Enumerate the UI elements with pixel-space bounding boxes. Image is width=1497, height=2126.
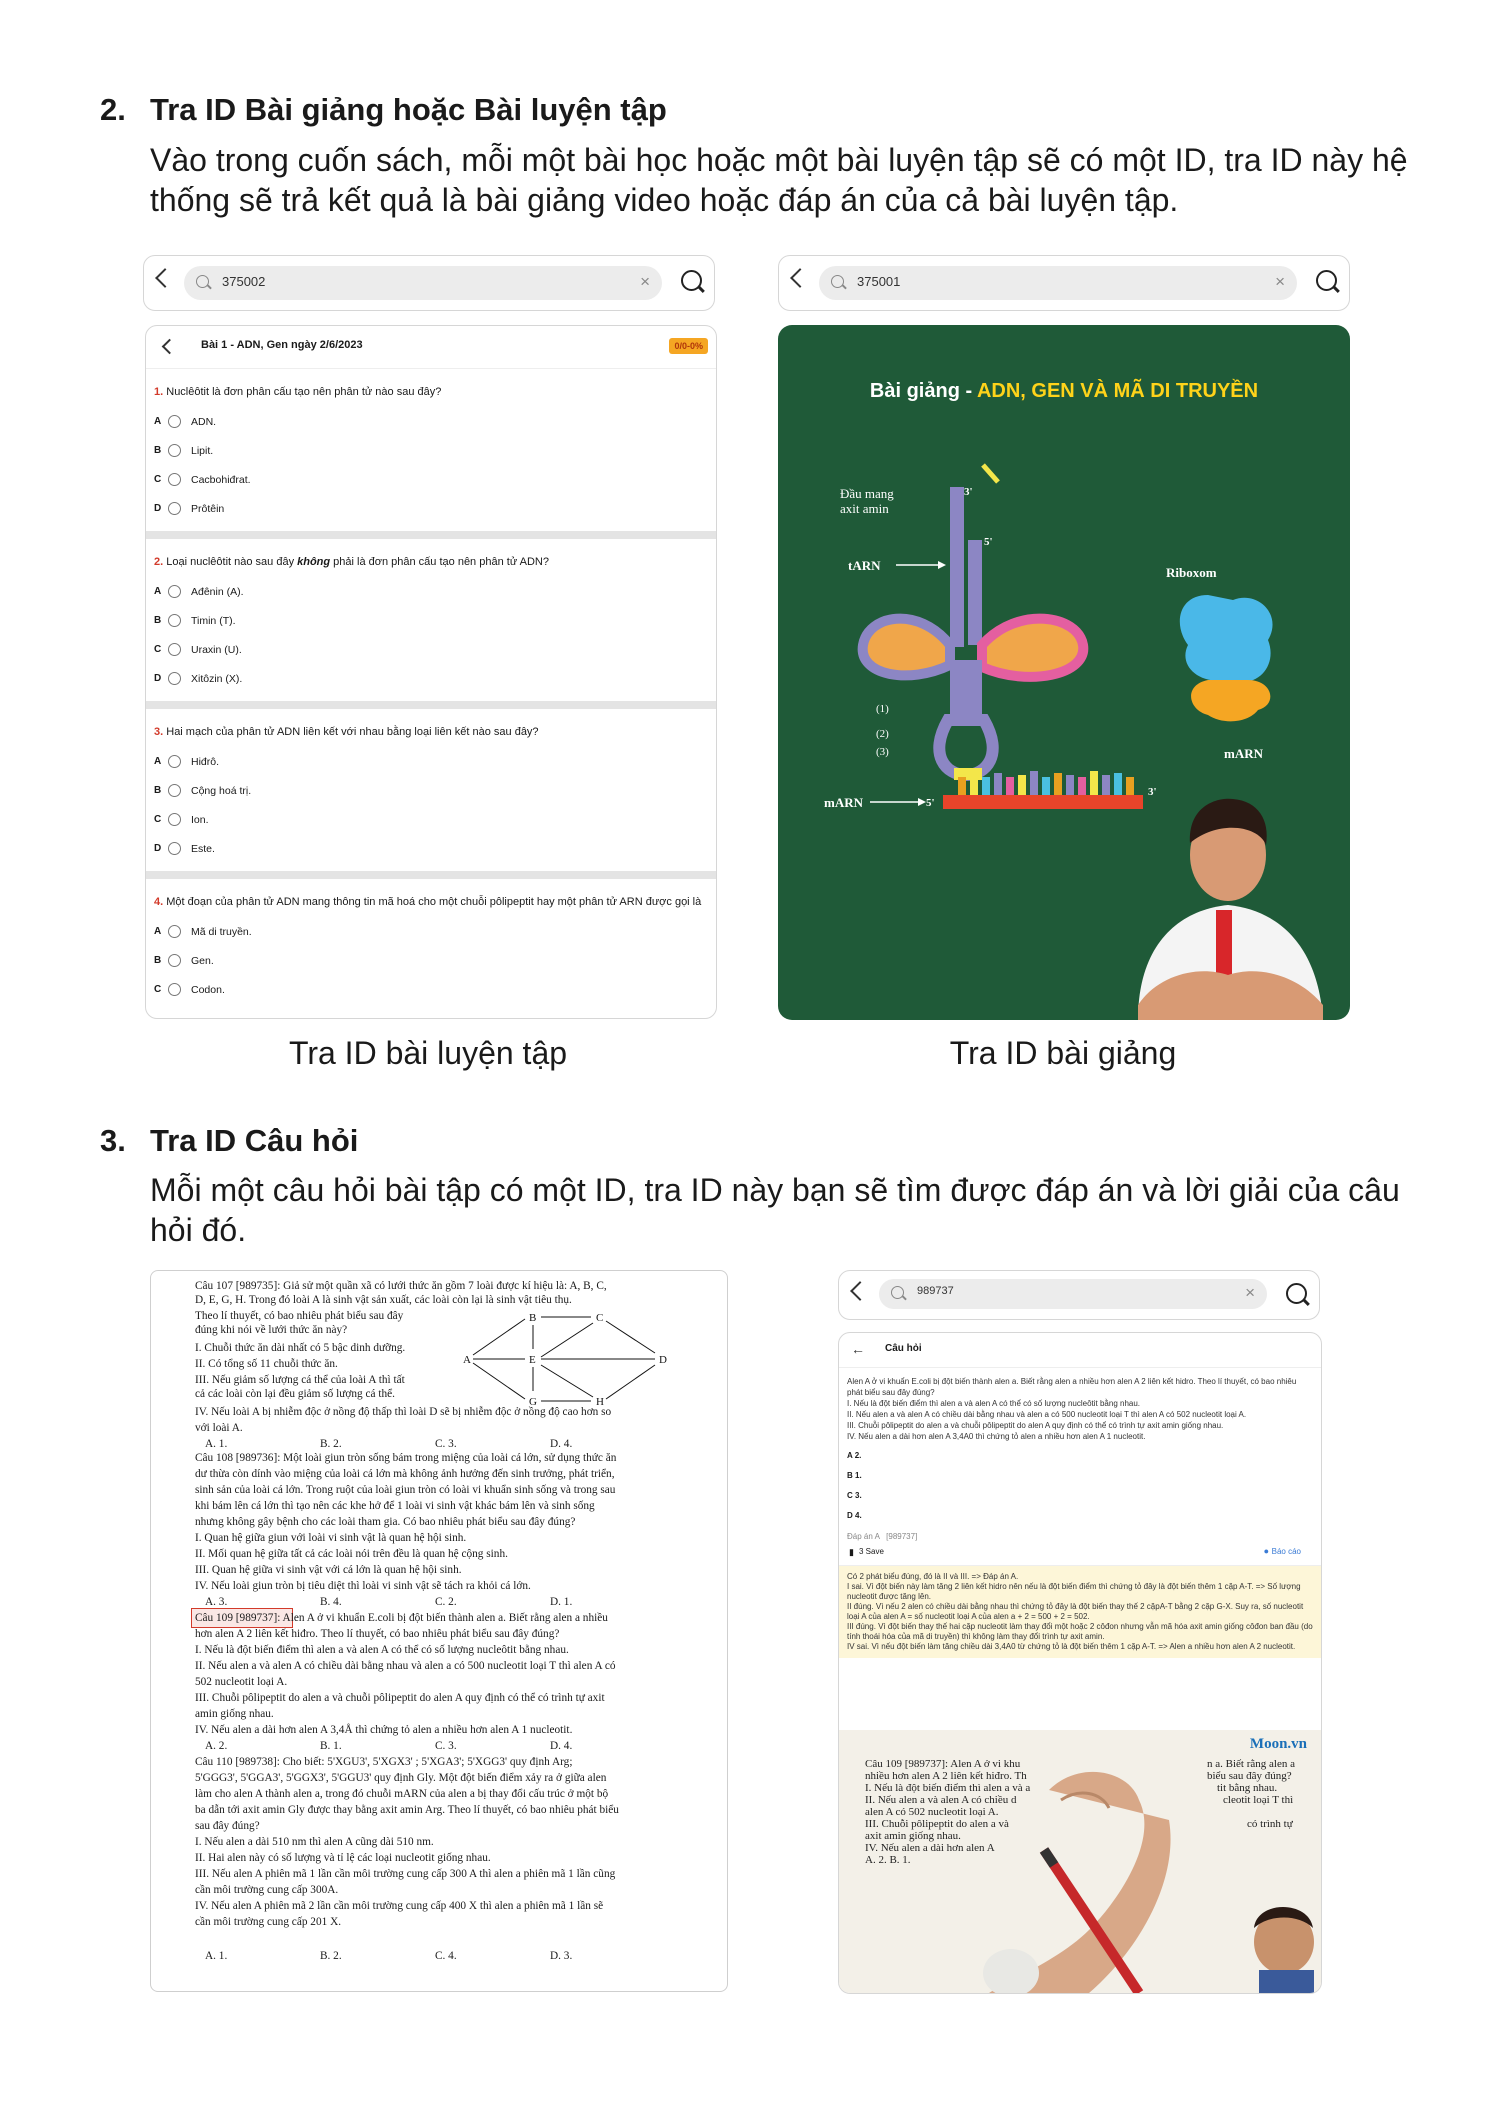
search-button-icon[interactable]	[681, 270, 702, 291]
text-line: II. Có tổng số 11 chuỗi thức ăn.	[195, 1358, 338, 1370]
answer-option[interactable]	[154, 946, 708, 975]
option-letter: B	[154, 785, 162, 796]
question-block	[146, 539, 716, 709]
detail-header	[839, 1333, 1321, 1368]
question-block	[146, 709, 716, 879]
radio-icon[interactable]	[168, 444, 181, 457]
label-dau-mang: Đầu mang	[840, 486, 894, 501]
video-text-line: IV. Nếu alen a dài hơn alen A	[865, 1842, 995, 1854]
option-text: Ađênin (A).	[191, 585, 244, 598]
search-button-icon[interactable]	[1316, 270, 1337, 291]
radio-icon[interactable]	[168, 755, 181, 768]
label-1: (1)	[876, 703, 889, 715]
search-bar	[838, 1270, 1320, 1320]
back-arrow-icon[interactable]	[155, 268, 175, 288]
text-line: sau đây đúng?	[195, 1820, 260, 1832]
text-line: với loài A.	[195, 1422, 243, 1434]
answer-option[interactable]	[154, 407, 708, 436]
option-text: Lipit.	[191, 444, 214, 457]
option-letter: D	[154, 843, 162, 854]
text-line: I. Quan hệ giữa giun với loài vi sinh vật là quan hệ hội sinh.	[195, 1532, 467, 1544]
question-number: 4.	[154, 896, 164, 908]
info-icon: ●	[1263, 1546, 1269, 1556]
option-text: Ion.	[191, 813, 209, 826]
save-button[interactable]: 3 Save	[859, 1547, 884, 1556]
answer-option[interactable]	[154, 834, 708, 863]
text-line: cần môi trường cung cấp 300A.	[195, 1884, 339, 1896]
clear-icon[interactable]: ×	[1245, 1283, 1255, 1302]
clear-icon[interactable]: ×	[1275, 272, 1285, 291]
answer-option[interactable]	[154, 436, 708, 465]
video-text-line: nhiều hơn alen A 2 liên kết hiđro. Th	[865, 1770, 1027, 1782]
section-3-body: Mỗi một câu hỏi bài tập có một ID, tra ID này bạn sẽ tìm được đáp án và lời giải của câu hỏi đó.	[150, 1172, 1400, 1248]
search-input[interactable]	[184, 266, 662, 300]
search-input[interactable]	[879, 1279, 1267, 1309]
radio-icon[interactable]	[168, 983, 181, 996]
label-3: (3)	[876, 746, 889, 758]
answer-a: A. 1.	[205, 1950, 228, 1962]
label-5-prime-top: 5'	[984, 536, 993, 548]
answer-option[interactable]	[154, 747, 708, 776]
hand-writing-photo	[839, 1730, 1321, 1993]
food-web-diagram	[461, 1309, 691, 1409]
search-bar-left	[143, 255, 715, 311]
text-line: amin giống nhau.	[195, 1708, 274, 1720]
answer-d: D. 4.	[550, 1740, 573, 1752]
answer-d: D. 1.	[550, 1596, 573, 1608]
option-text: Uraxin (U).	[191, 643, 242, 656]
lecture-video-thumbnail[interactable]	[778, 325, 1350, 1020]
clear-icon[interactable]: ×	[640, 272, 650, 291]
option-letter: B	[154, 445, 162, 456]
back-arrow-icon[interactable]	[790, 268, 810, 288]
question-body: Loại nuclêôtit nào sau đây	[166, 556, 298, 568]
answer-id: [989737]	[886, 1532, 918, 1541]
answer-option[interactable]	[154, 805, 708, 834]
detail-option[interactable]: C 3.	[847, 1491, 862, 1500]
text-line: IV. Nếu alen A phiên mã 2 lần cần môi trường cung cấp 400 X thì alen a phiên mã 1 lần sẽ	[195, 1900, 604, 1912]
radio-icon[interactable]	[168, 954, 181, 967]
option-text: Cộng hoá trị.	[191, 784, 252, 797]
search-icon	[196, 275, 209, 288]
answer-option[interactable]	[154, 465, 708, 494]
text-line: khi bám lên cá lớn thì tạo nên các khe hở để 1 loài vi sinh vật khác bám lên và sinh sống	[195, 1500, 595, 1512]
search-button-icon[interactable]	[1286, 1283, 1307, 1304]
bookmark-icon[interactable]: ▮	[849, 1547, 854, 1557]
text-line: III. Chuỗi pôlipeptit do alen a và chuỗi pôlipeptit do alen A quy định có thể có trình tự axit	[195, 1692, 605, 1704]
option-text: Gen.	[191, 954, 214, 967]
label-2: (2)	[876, 728, 889, 740]
answer-option[interactable]	[154, 606, 708, 635]
back-arrow-icon[interactable]: ←	[851, 1341, 865, 1357]
text-line: đúng khi nói về lưới thức ăn này?	[195, 1324, 348, 1336]
option-letter: D	[154, 503, 162, 514]
radio-icon[interactable]	[168, 415, 181, 428]
node-e: E	[529, 1354, 536, 1366]
label-3-prime-bottom: 3'	[1148, 786, 1157, 798]
option-letter: D	[154, 673, 162, 684]
answer-c: C. 3.	[435, 1740, 457, 1752]
text-line: hơn alen A 2 liên kết hiđro. Theo lí thuyết, có bao nhiêu phát biểu sau đây đúng?	[195, 1628, 560, 1640]
text-line: Câu 110 [989738]: Cho biết: 5'XGU3', 5'XGX3' ; 5'XGA3'; 5'XGG3' quy định Arg;	[195, 1756, 573, 1768]
label-ribosome: Riboxom	[1166, 565, 1217, 580]
radio-icon[interactable]	[168, 672, 181, 685]
option-letter: A	[154, 586, 162, 597]
question-text	[154, 725, 708, 739]
score-badge: 0/0-0%	[669, 338, 708, 354]
search-query: 989737	[917, 1285, 954, 1297]
answer-a: A. 2.	[205, 1740, 228, 1752]
video-text-line: tit bằng nhau.	[1217, 1782, 1278, 1794]
answer-c: C. 4.	[435, 1950, 457, 1962]
section-2-heading	[100, 92, 667, 128]
search-icon	[891, 1286, 904, 1299]
node-b: B	[529, 1312, 537, 1324]
answer-row	[205, 1739, 705, 1753]
section-2-body: Vào trong cuốn sách, mỗi một bài học hoặc một bài luyện tập sẽ có một ID, tra ID này hệ thống sẽ trả kết quả là bài giảng video hoặc đáp án của cả bài luyện tập.	[150, 142, 1408, 218]
video-text-line: n a. Biết rằng alen a	[1207, 1758, 1295, 1770]
label-axit-amin: axit amin	[840, 501, 889, 516]
video-text-line: III. Chuỗi pôlipeptit do alen a và	[865, 1818, 1009, 1830]
caption-lecture: Tra ID bài giảng	[949, 1035, 1177, 1071]
quiz-title: Bài 1 - ADN, Gen ngày 2/6/2023	[201, 339, 363, 351]
text-line: III. Quan hệ giữa vi sinh vật với cá lớn là quan hệ hội sinh.	[195, 1564, 462, 1576]
search-query: 375001	[857, 274, 901, 289]
video-text-line: I. Nếu là đột biến điểm thì alen a và a	[865, 1782, 1031, 1794]
node-h: H	[596, 1396, 604, 1408]
answer-b: B. 2.	[320, 1438, 342, 1450]
option-letter: C	[154, 984, 162, 995]
answer-option[interactable]	[154, 635, 708, 664]
radio-icon[interactable]	[168, 813, 181, 826]
radio-icon[interactable]	[168, 842, 181, 855]
detail-option[interactable]: D 4.	[847, 1511, 862, 1520]
option-text: Timin (T).	[191, 614, 236, 627]
video-text-line: alen A có 502 nucleotit loại A.	[865, 1806, 999, 1818]
option-letter: C	[154, 644, 162, 655]
text-line: III. Nếu alen A phiên mã 1 lần cần môi trường cung cấp 300 A thì alen a phiên mã 1 lần cũng	[195, 1868, 616, 1880]
text-line: II. Mối quan hệ giữa tất cả các loài nói trên đều là quan hệ cộng sinh.	[195, 1548, 508, 1560]
answer-option[interactable]	[154, 917, 708, 946]
answer-b: B. 1.	[320, 1740, 342, 1752]
node-g: G	[529, 1396, 537, 1408]
lecture-title-prefix: Bài giảng -	[869, 380, 977, 402]
answer-label: Đáp án A	[847, 1532, 880, 1541]
answer-c: C. 3.	[435, 1438, 457, 1450]
text-line: nhưng không gây bệnh cho các loài tham gia. Có bao nhiêu phát biểu sau đây đúng?	[195, 1516, 576, 1528]
search-input[interactable]	[819, 266, 1297, 300]
answer-label-row	[839, 1532, 1321, 1541]
question-emphasis: không	[297, 556, 331, 568]
question-number: 1.	[154, 386, 164, 398]
option-letter: C	[154, 474, 162, 485]
radio-icon[interactable]	[168, 614, 181, 627]
answer-option[interactable]	[154, 577, 708, 606]
detail-option[interactable]: B 1.	[847, 1471, 862, 1480]
text-line: I. Chuỗi thức ăn dài nhất có 5 bậc dinh dưỡng.	[195, 1342, 406, 1354]
lecture-title-main: ADN, GEN VÀ MÃ DI TRUYỀN	[976, 380, 1259, 402]
question-number: 3.	[154, 726, 164, 738]
question-number: 2.	[154, 556, 164, 568]
label-3-prime-top: 3'	[964, 486, 973, 498]
scanned-textbook-page	[150, 1270, 728, 1992]
back-arrow-icon[interactable]	[850, 1281, 870, 1301]
video-text-line: axit amin giống nhau.	[865, 1830, 961, 1842]
answer-row	[205, 1437, 705, 1451]
answer-option[interactable]	[154, 776, 708, 805]
answer-c: C. 2.	[435, 1596, 457, 1608]
question-body: Hai mạch của phân tử ADN liên kết với nhau bằng loại liên kết nào sau đây?	[166, 726, 539, 738]
report-button[interactable]: Báo cáo	[1271, 1547, 1301, 1556]
question-block	[146, 879, 716, 1012]
video-text-line: II. Nếu alen a và alen A có chiều d	[865, 1794, 1017, 1806]
radio-icon[interactable]	[168, 585, 181, 598]
detail-question-text: Alen A ở vi khuẩn E.coli bị đột biến thành alen a. Biết rằng alen a nhiều hơn alen A 2 liên kết hidro. Theo lí thuyết, có bao nhiêu phát biểu sau đây đúng? I. Nếu là đột biến điểm thì alen a và alen A có thể có số lượng nucleôtit bằng nhau. II. Nếu alen a và alen A có chiều dài bằng nhau và alen a có 500 nucleotit loại T thì alen A có 502 nucleotit loại A. III. Chuỗi pôlipeptit do alen a và chuỗi pôlipeptit do alen A quy định có thể có trình tự axit amin giống nhau. IV. Nếu alen a dài hơn alen A 3,4A0 thì chứng tỏ alen a nhiều hơn alen A 1 nucleotit.	[847, 1377, 1297, 1441]
brand-logo: Moon.vn	[1249, 1736, 1307, 1752]
detail-title: Câu hỏi	[885, 1343, 922, 1354]
search-icon	[831, 275, 844, 288]
answer-row	[205, 1949, 705, 1963]
text-line: II. Nếu alen a và alen A có chiều dài bằng nhau và alen a có 500 nucleotit loại T thì alen A có	[195, 1660, 616, 1672]
answer-a: A. 1.	[205, 1438, 228, 1450]
text-line: Câu 108 [989736]: Một loài giun tròn sống bám trong miệng của loài cá lớn, sử dụng thức ăn	[195, 1452, 617, 1464]
answer-b: B. 4.	[320, 1596, 342, 1608]
text-line: dư thừa còn dính vào miệng của loài cá lớn mà không ảnh hưởng đến sinh trưởng, phát triển,	[195, 1468, 615, 1480]
text-line: Câu 109 [989737]: Alen A ở vi khuẩn E.coli bị đột biến thành alen a. Biết rằng alen a nhiều	[195, 1612, 608, 1624]
node-c: C	[596, 1312, 604, 1324]
option-text: Este.	[191, 842, 215, 855]
action-row	[839, 1541, 1321, 1566]
option-text: Hiđrô.	[191, 755, 220, 768]
question-body: phải là đơn phân cấu tạo nên phân tử ADN?	[330, 556, 549, 568]
text-line: Theo lí thuyết, có bao nhiêu phát biểu sau đây	[195, 1310, 404, 1322]
section-number: 2.	[100, 92, 126, 127]
text-line: 502 nucleotit loại A.	[195, 1676, 288, 1688]
text-line: I. Nếu là đột biến điểm thì alen a và alen A có thể có số lượng nucleôtit bằng nhau.	[195, 1644, 569, 1656]
detail-option[interactable]: A 2.	[847, 1451, 862, 1460]
answer-option[interactable]	[154, 664, 708, 693]
presenter-photo	[1138, 799, 1323, 1020]
answer-row	[205, 1595, 705, 1609]
question-text	[154, 895, 708, 909]
text-line: IV. Nếu loài giun tròn bị tiêu diệt thì loài vi sinh vật sẽ tách ra khỏi cá lớn.	[195, 1580, 531, 1592]
search-query: 375002	[222, 274, 266, 289]
answer-d: D. 4.	[550, 1438, 573, 1450]
option-text: Cacbohiđrat.	[191, 473, 251, 486]
option-text: ADN.	[191, 415, 217, 428]
answer-d: D. 3.	[550, 1950, 573, 1962]
caption-practice: Tra ID bài luyện tập	[288, 1035, 568, 1071]
node-d: D	[659, 1354, 667, 1366]
text-line: IV. Nếu loài A bị nhiễm độc ở nồng độ thấp thì loài D sẽ bị nhiễm độc ở nồng độ cao hơn so	[195, 1406, 612, 1418]
question-body: Nuclêôtit là đơn phân cấu tạo nên phân tử nào sau đây?	[166, 386, 442, 398]
option-text: Prôtêin	[191, 502, 225, 515]
text-line: II. Hai alen này có số lượng và tỉ lệ các loại nucleotit giống nhau.	[195, 1852, 491, 1864]
option-text: Mã di truyền.	[191, 925, 252, 938]
option-letter: B	[154, 615, 162, 626]
question-block	[146, 369, 716, 539]
search-bar-right	[778, 255, 1350, 311]
ribosome-icon	[1180, 595, 1273, 721]
text-line: làm cho alen A thành alen a, trong đó chuỗi mARN của alen a bị thay đổi cấu trúc ở một bộ	[195, 1788, 609, 1800]
node-a: A	[463, 1354, 471, 1366]
text-line: III. Nếu giảm số lượng cá thể của loài A thì tất	[195, 1374, 405, 1386]
text-line: cần môi trường cung cấp 201 X.	[195, 1916, 342, 1928]
option-letter: A	[154, 416, 162, 427]
trna-diagram	[778, 325, 1350, 1020]
radio-icon[interactable]	[168, 502, 181, 515]
radio-icon[interactable]	[168, 784, 181, 797]
answer-option[interactable]	[154, 975, 708, 1004]
quiz-header	[146, 326, 716, 369]
text-line: 5'GGG3', 5'GGA3', 5'GGX3', 5'GGU3' quy định Gly. Một đột biến điểm xảy ra ở giữa alen	[195, 1772, 607, 1784]
text-line: IV. Nếu alen a dài hơn alen A 3,4Å thì chứng tỏ alen a nhiều hơn alen A 1 nucleotit.	[195, 1724, 573, 1736]
option-letter: A	[154, 756, 162, 767]
section-title: Tra ID Câu hỏi	[150, 1123, 359, 1158]
answer-b: B. 2.	[320, 1950, 342, 1962]
label-marna-left: mARN	[824, 795, 863, 810]
section-number: 3.	[100, 1123, 126, 1158]
option-letter: C	[154, 814, 162, 825]
solution-video[interactable]	[839, 1730, 1321, 1993]
section-3-heading	[100, 1123, 358, 1159]
section-title: Tra ID Bài giảng hoặc Bài luyện tập	[150, 92, 667, 127]
question-detail-card	[838, 1332, 1322, 1994]
video-text-line: biểu sau đây đúng?	[1207, 1770, 1292, 1782]
trna-molecule	[863, 487, 1084, 780]
text-line: ba dẫn tới axit amin Gly được thay bằng axit amin Arg. Theo lí thuyết, có bao nhiêu phát biểu	[195, 1804, 619, 1816]
question-body: Một đoạn của phân tử ADN mang thông tin mã hoá cho một chuỗi pôlipeptit hay một phân tử ARN được gọi là	[166, 896, 702, 908]
question-text	[154, 385, 708, 399]
text-line: sinh sản của loài cá lớn. Trong ruột của loài giun tròn có loài vi khuẩn sinh sống và trong sau	[195, 1484, 616, 1496]
option-letter: A	[154, 926, 162, 937]
answer-a: A. 3.	[205, 1596, 228, 1608]
answer-option[interactable]	[154, 494, 708, 523]
quiz-card	[145, 325, 717, 1019]
video-text-line: có trình tự	[1247, 1818, 1293, 1830]
video-text-line: A. 2. B. 1.	[865, 1854, 911, 1866]
option-text: Codon.	[191, 983, 225, 996]
question-text	[154, 555, 708, 569]
radio-icon[interactable]	[168, 473, 181, 486]
text-line: Câu 107 [989735]: Giả sử một quần xã có lưới thức ăn gồm 7 loài được kí hiệu là: A, B, C,	[195, 1280, 607, 1292]
back-arrow-icon[interactable]	[162, 339, 178, 355]
label-marna-right: mARN	[1224, 746, 1263, 761]
pencil-icon	[983, 465, 998, 482]
text-line: cả các loài còn lại đều giảm số lượng cá thể.	[195, 1388, 395, 1400]
text-line: I. Nếu alen a dài 510 nm thì alen A cũng dài 510 nm.	[195, 1836, 434, 1848]
label-5-prime-bottom: 5'	[926, 797, 935, 809]
radio-icon[interactable]	[168, 925, 181, 938]
video-text-line: Câu 109 [989737]: Alen A ở vi khu	[865, 1758, 1021, 1770]
option-text: Xitôzin (X).	[191, 672, 243, 685]
radio-icon[interactable]	[168, 643, 181, 656]
solution-text: Có 2 phát biểu đúng, đó là II và III. => Đáp án A. I sai. Vì đột biến này làm tăng 2 liên kết hidro nên nếu là đột biến điểm thì chứng tỏ đây là đột biến thêm 1 cặp A-T. => Số lượng nucleotit được tăng lên. II đúng. Vì nếu 2 alen có chiều dài bằng nhau thì chứng tỏ đây là đột biến thay thế 2 cặpA-T bằng 2 cặp G-X. Suy ra, số nucleotit loại A của alen A = số nucleotit loại A của alen a + 2 = 500 + 2 = 502. III đúng. Vì đột biến thay thế hai cặp nucleotit làm thay đổi một hoặc 2 côđon nhưng vẫn mã hóa axit amin giống côđon ban đầu (do tính thoái hóa của mã di truyền) thì không làm thay đổi trình tự axit amin. IV sai. Vì nếu đột biến làm tăng chiều dài 3,4A0 từ chứng tỏ là đột biến thêm 1 cặp A-T. => Alen a nhiều hơn alen A 2 nucleotit.	[839, 1566, 1321, 1658]
marna-strand	[943, 771, 1143, 809]
label-trna: tARN	[848, 558, 881, 573]
text-line: D, E, G, H. Trong đó loài A là sinh vật sản xuất, các loài còn lại là sinh vật tiêu thụ.	[195, 1294, 572, 1306]
video-text-line: cleotit loại T thì	[1223, 1794, 1294, 1806]
option-letter: B	[154, 955, 162, 966]
question-detail-screen	[838, 1270, 1320, 1992]
